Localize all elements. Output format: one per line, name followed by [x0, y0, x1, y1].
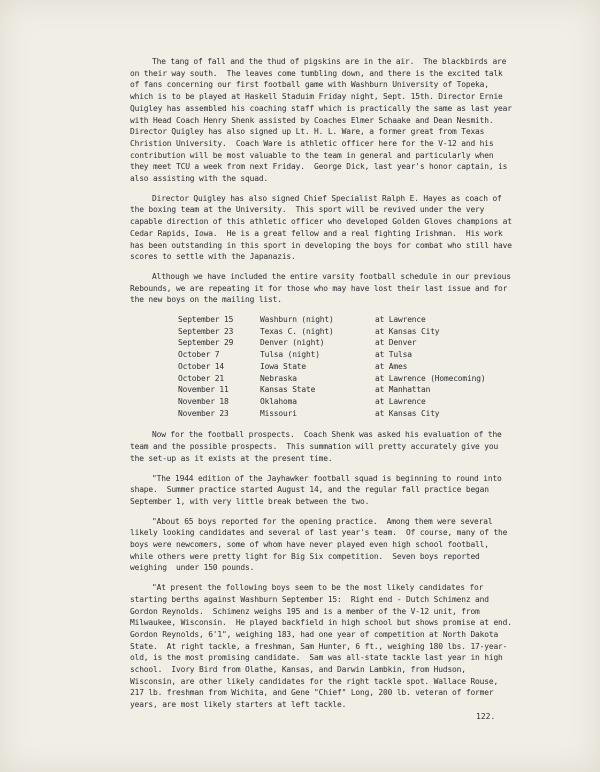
paragraph-football-intro: The tang of fall and the thud of pigskins are in the air. The blackbirds are on their way south. The leaves come tumbling down, and there is the excited talk of fans concerning our first football game with Washburn University of Topeka, which is to be played at Haskell Staduim Friday night, Sept. 15th. Director Ernie Quigley has assembled his coaching staff which is practically the same as last year with Head Coach Henry Shenk assisted by Coaches Elmer Schaake and Dean Nesmith. Director Quigley has also signed up Lt. H. L. Ware, a former great from Texas Christion University. Coach Ware is athletic officer here for the V-12 and his contribution will be most valuable to the team in general and particularly when they meet TCU a week from next Friday. George Dick, last year's honor captain, is also assisting with the squad.	[130, 57, 517, 184]
schedule-opponent: Tulsa (night)	[260, 350, 320, 360]
schedule-date: September 15	[178, 315, 234, 325]
schedule-opponent: Denver (night)	[260, 338, 325, 348]
table-row	[178, 337, 485, 349]
table-row	[178, 361, 485, 373]
schedule-opponent: Texas C. (night)	[260, 326, 334, 336]
schedule-location: at Manhattan	[375, 385, 431, 395]
table-row	[178, 408, 485, 420]
paragraph-starting-candidates: "At present the following boys seem to be the most likely candidates for starting berths against Washburn September 15: Right end - Dutch Schimenz and Gordon Reynolds. Schimenz weighs 195 and is a member of the V-12 unit, from Milwaukee, Wisconsin. He played backfield in high school but shows promise at end. Gordon Reynolds, 6'1", weighing 183, had one year of competition at North Dakota State. At right tackle, a freshman, Sam Hunter, 6 ft., weighing 180 lbs. 17-year-old, is the most promising candidate. Sam was all-state tackle last year in high school. Ivory Bird from Olathe, Kansas, and Darwin Lambkin, from Hudson, Wisconsin, are other likely candidates for the right tackle spot. Wallace Rouse, 217 lb. freshman from Wichita, and Gene "Chief" Long, 200 lb. veteran of former years, are most likely starters at left tackle.	[130, 583, 522, 710]
schedule-opponent: Missouri	[260, 408, 297, 418]
schedule-opponent: Washburn (night)	[260, 315, 334, 325]
paragraph-schedule-intro: Although we have included the entire varsity football schedule in our previous Rebounds, we are repeating it for those who may have lost their last issue and for the new boys on the mailing list.	[130, 271, 516, 305]
schedule-date: November 23	[178, 408, 229, 418]
table-row	[178, 314, 485, 326]
schedule-date: October 14	[178, 361, 225, 371]
schedule-date: September 23	[178, 326, 234, 336]
schedule-date: November 18	[178, 396, 229, 406]
paragraph-opening-practice: "About 65 boys reported for the opening practice. Among them were several likely looking candidates and several of last year's team. Of course, many of the boys were newcomers, some of whom have never played even high school football, while others were pretty light for Big Six competition. Seven boys reported weighing under 150 pounds.	[130, 516, 512, 573]
schedule-location: at Lawrence (Homecoming)	[375, 373, 486, 383]
paragraph-prospects: Now for the football prospects. Coach Shenk was asked his evaluation of the team and the possible prospects. This summation will pretty accurately give you the set-up as it exists at the present time.	[130, 430, 507, 463]
schedule-opponent: Nebraska	[260, 373, 297, 383]
table-row	[178, 349, 485, 361]
table-row	[178, 326, 485, 338]
schedule-location: at Tulsa	[375, 350, 412, 360]
schedule-location: at Kansas City	[375, 326, 440, 336]
schedule-date: October 21	[178, 373, 225, 383]
page-number: 122.	[476, 712, 496, 721]
schedule-location: at Denver	[375, 338, 417, 348]
schedule-location: at Lawrence	[375, 315, 426, 325]
schedule-location: at Ames	[375, 361, 408, 371]
paragraph-squad-shape: "The 1944 edition of the Jayhawker football squad is beginning to round into shape. Summer practice started August 14, and the regular fall practice began September 1, with very little break between the two.	[130, 473, 507, 506]
schedule-date: October 7	[178, 350, 220, 360]
table-row	[178, 396, 485, 408]
schedule-opponent: Iowa State	[260, 361, 307, 371]
schedule-date: September 29	[178, 338, 234, 348]
schedule-opponent: Oklahoma	[260, 396, 297, 406]
table-row	[178, 373, 485, 385]
table-row	[178, 384, 485, 396]
schedule-opponent: Kansas State	[260, 385, 316, 395]
paragraph-boxing-coach: Director Quigley has also signed Chief Specialist Ralph E. Hayes as coach of the boxing team at the University. This sport will be revived under the very capable direction of this athletic officer who developed Golden Gloves champions at Cedar Rapids, Iowa. He is a great fellow and a real fighting Irishman. His work has been outstanding in this sport in developing the boys for combat who still have scores to settle with the Japanazis.	[130, 193, 517, 262]
schedule-location: at Lawrence	[375, 396, 426, 406]
typed-text-body	[130, 56, 522, 719]
schedule-date: November 11	[178, 385, 229, 395]
schedule-location: at Kansas City	[375, 408, 440, 418]
football-schedule-table	[178, 314, 485, 419]
